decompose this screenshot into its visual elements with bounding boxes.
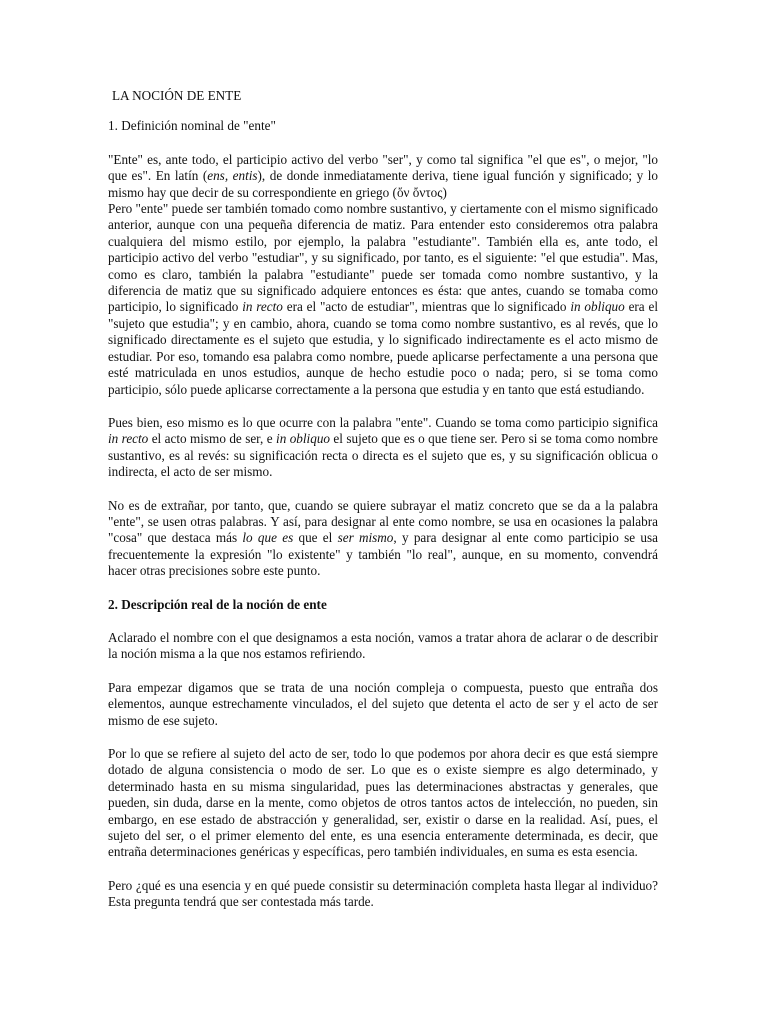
- text-run: el sujeto que es o que tiene ser. Pero si se toma como nombre sustantivo, es al revés: su significación recta o directa es el sujeto que es, y su significación oblicua o indirecta, el acto de ser mismo.: [108, 431, 658, 480]
- paragraph-5: Aclarado el nombre con el que designamos a esta noción, vamos a tratar ahora de aclarar o de describir la noción misma a la que nos estamos refiriendo.: [108, 629, 658, 662]
- italic-run: in recto: [242, 299, 283, 315]
- paragraph-1: [108, 152, 658, 201]
- text-run: Pero "ente" puede ser también tomado como nombre sustantivo, y ciertamente con el mismo significado anterior, aunque con una pequeña diferencia de matiz. Para entender esto consideremos otra palabra cualquiera del mismo estilo, por ejemplo, la palabra "estudiante". También ella es, ante todo, el participio activo del verbo "estudiar", y su significado, por tanto, es el siguiente: "el que estudia". Mas, como es claro, también la palabra "estudiante" puede ser tomada como nombre sustantivo, y la diferencia de matiz que su significado adquiere entonces es ésta: que antes, cuando se tomaba como participio, lo significado: [108, 201, 658, 315]
- document-title: LA NOCIÓN DE ENTE: [112, 88, 242, 103]
- text-run: No es de extrañar, por tanto, que, cuando se quiere subrayar el matiz concreto que se da a la palabra "ente", se usen otras palabras. Y así, para designar al ente como nombre, se usa en ocasiones la palabra "cosa" que destaca más: [108, 497, 658, 546]
- italic-run: ser mismo: [337, 530, 394, 546]
- text-run: ), de donde inmediatamente deriva, tiene igual función y significado; y lo mismo hay que decir de su correspondiente en griego (: [108, 168, 658, 200]
- paragraph-2: [108, 201, 658, 398]
- section-2-heading: 2. Descripción real de la noción de ente: [108, 596, 327, 612]
- paragraph-8: Pero ¿qué es una esencia y en qué puede consistir su determinación completa hasta llegar al individuo? Esta pregunta tendrá que ser contestada más tarde.: [108, 877, 658, 910]
- paragraph-7: Por lo que se refiere al sujeto del acto de ser, todo lo que podemos por ahora decir es que está siempre dotado de alguna consistencia o modo de ser. Lo que es o existe siempre es algo determinado, y determinado hasta en su misma singularidad, pues las determinaciones abstractas y generales, que pueden, sin duda, darse en la mente, como objetos de otros tantos actos de intelección, no pueden, sin embargo, en ese estado de abstracción y generalidad, ser, existir o darse en la realidad. Así, pues, el sujeto del ser, o el primer elemento del ente, es una esencia enteramente determinada, es decir, que entraña determinaciones genéricas y específicas, pero también individuales, en suma es esta esencia.: [108, 746, 658, 860]
- text-run: ): [442, 184, 447, 200]
- text-run: , y para designar al ente como participio se usa frecuentemente la expresión "lo existente" y también "lo real", aunque, en su momento, convendrá hacer otras precisiones sobre este punto.: [108, 530, 658, 579]
- text-run: "Ente" es, ante todo, el participio activo del verbo "ser", y como tal significa "el que es", o mejor, "lo que es". En latín (: [108, 151, 658, 184]
- paragraph-3: [108, 415, 658, 481]
- text-run: Pues bien, eso mismo es lo que ocurre con la palabra "ente". Cuando se toma como participio significa: [108, 414, 658, 430]
- italic-run: in obliquo: [570, 299, 625, 315]
- text-run: el acto mismo de ser, e: [148, 431, 277, 447]
- document-page: [108, 88, 658, 928]
- text-run: que el: [293, 530, 338, 546]
- greek-run: ὄν ὄντος: [396, 184, 443, 200]
- italic-run: lo que es: [242, 530, 294, 546]
- section-1-heading: 1. Definición nominal de "ente": [108, 118, 276, 134]
- paragraph-6: Para empezar digamos que se trata de una noción compleja o compuesta, puesto que entraña dos elementos, aunque estrechamente vinculados, el del sujeto que detenta el acto de ser y el acto de ser mismo de ese sujeto.: [108, 679, 658, 728]
- paragraph-4: [108, 498, 658, 580]
- text-run: era el "sujeto que estudia"; y en cambio, ahora, cuando se toma como nombre sustantivo, es al revés, que lo significado directamente es el sujeto que estudia, y lo significado indirectamente es el acto mismo de estudiar. Por eso, tomando esa palabra como nombre, puede aplicarse perfectamente a una persona que esté matriculada en unos estudios, aunque de hecho estudie poco o nada; pero, si se toma como participio, sólo puede aplicarse correctamente a la persona que estudia y en tanto que está estudiando.: [108, 299, 659, 397]
- italic-run: ens, entis: [207, 168, 258, 184]
- italic-run: in recto: [108, 431, 149, 447]
- text-run: era el "acto de estudiar", mientras que lo significado: [282, 299, 571, 315]
- italic-run: in obliquo: [276, 431, 331, 447]
